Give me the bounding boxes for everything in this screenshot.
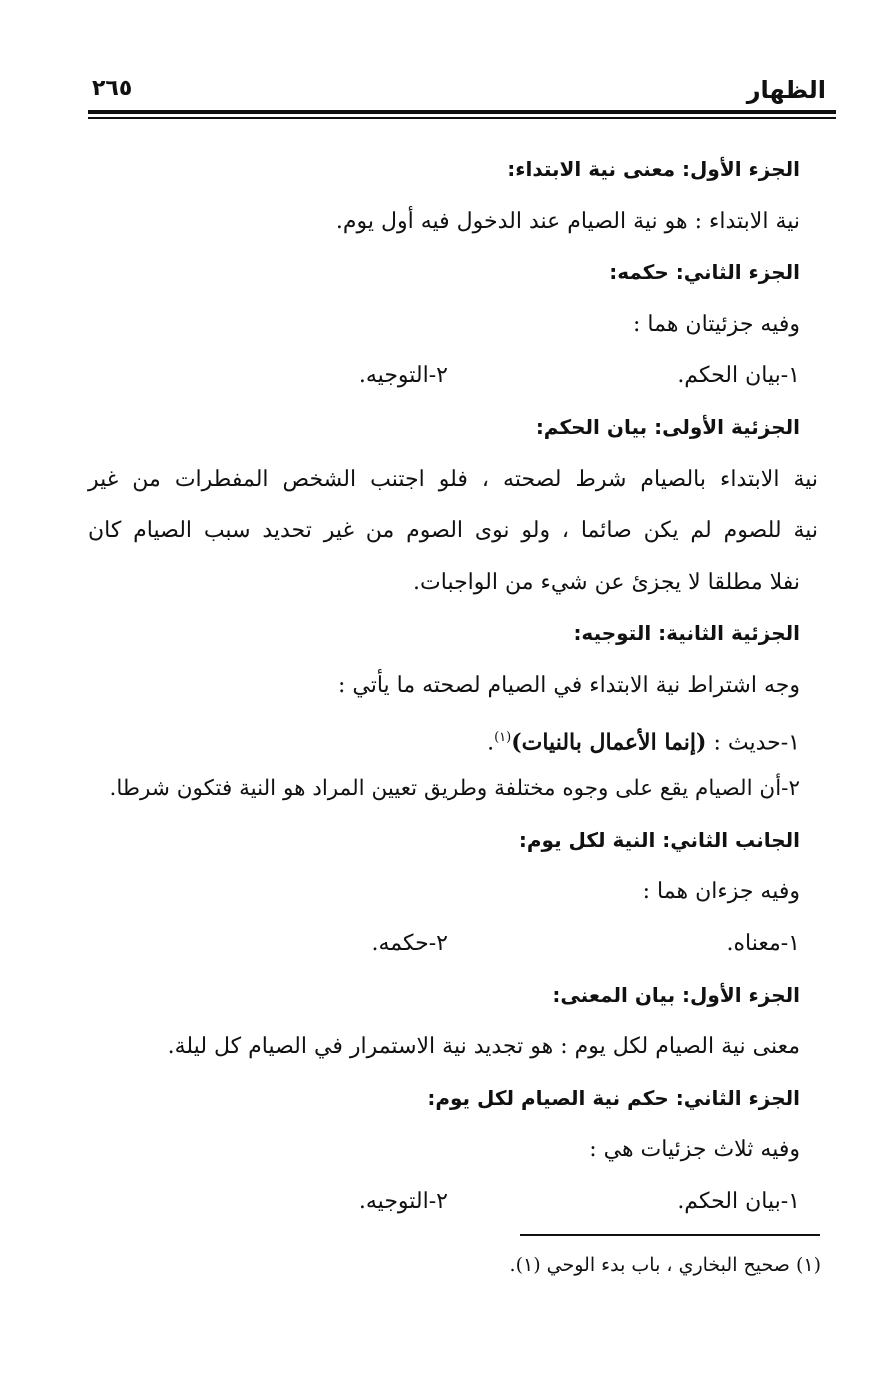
chapter-title: الظهار	[746, 76, 826, 104]
enum-item: ١-بيان الحكم.	[677, 1188, 800, 1214]
text-line: معنى نية الصيام لكل يوم : هو تجديد نية الاستمرار في الصيام كل ليلة.	[167, 1034, 800, 1060]
page-number: ٢٦٥	[92, 76, 133, 101]
heading-part2-ruling: الجزء الثاني: حكمه:	[609, 260, 800, 285]
footnote-ref: (١)	[494, 729, 512, 745]
hadith-quote: (إنما الأعمال بالنيات)	[511, 728, 707, 755]
enumeration-row	[88, 350, 800, 402]
text-line: نية الابتداء : هو نية الصيام عند الدخول فيه أول يوم.	[335, 208, 800, 234]
enum-item: ٢-التوجيه.	[358, 1188, 448, 1214]
text-line: وفيه جزءان هما :	[642, 879, 800, 905]
heading-part1-meaning: الجزء الأول: معنى نية الابتداء:	[507, 157, 800, 181]
text-line: ٢-أن الصيام يقع على وجوه مختلفة وطريق تعيين المراد هو النية فتكون شرطا.	[109, 776, 800, 802]
hadith-line	[88, 712, 800, 764]
enum-item: ٢-التوجيه.	[358, 363, 448, 389]
hadith-end: .	[487, 729, 495, 755]
text-line: وفيه جزئيتان هما :	[633, 311, 800, 337]
text-line: وفيه ثلاث جزئيات هي :	[589, 1137, 800, 1163]
page-body	[88, 144, 818, 1227]
header-rule-thin	[88, 117, 836, 119]
enum-item: ٢-حكمه.	[371, 930, 448, 956]
heading-aspect2-daily-intent: الجانب الثاني: النية لكل يوم:	[518, 827, 800, 852]
enum-item: ١-بيان الحكم.	[677, 363, 800, 389]
enumeration-row	[88, 918, 800, 970]
enum-item: ١-معناه.	[726, 930, 800, 956]
paragraph-line: نفلا مطلقا لا يجزئ عن شيء من الواجبات.	[413, 569, 800, 595]
heading-daily-ruling: الجزء الثاني: حكم نية الصيام لكل يوم:	[427, 1085, 800, 1110]
heading-sub2-justification: الجزئية الثانية: التوجيه:	[573, 621, 800, 646]
heading-meaning: الجزء الأول: بيان المعنى:	[552, 982, 800, 1007]
paragraph-line: نية الابتداء بالصيام شرط لصحته ، فلو اجتنب الشخص المفطرات من غير	[88, 466, 818, 492]
footnote: (١) صحيح البخاري ، باب بدء الوحي (١).	[509, 1254, 821, 1276]
heading-sub1-ruling: الجزئية الأولى: بيان الحكم:	[535, 414, 800, 439]
header-rule-thick	[88, 110, 836, 114]
footnote-separator	[520, 1234, 820, 1236]
text-line: وجه اشتراط نية الابتداء في الصيام لصحته ما يأتي :	[337, 672, 800, 698]
page-header	[88, 76, 836, 106]
paragraph-line: نية للصوم لم يكن صائما ، ولو نوى الصوم من غير تحديد سبب الصيام كان	[88, 518, 818, 544]
hadith-prefix: ١-حديث :	[706, 729, 800, 755]
enumeration-row	[88, 1176, 800, 1228]
